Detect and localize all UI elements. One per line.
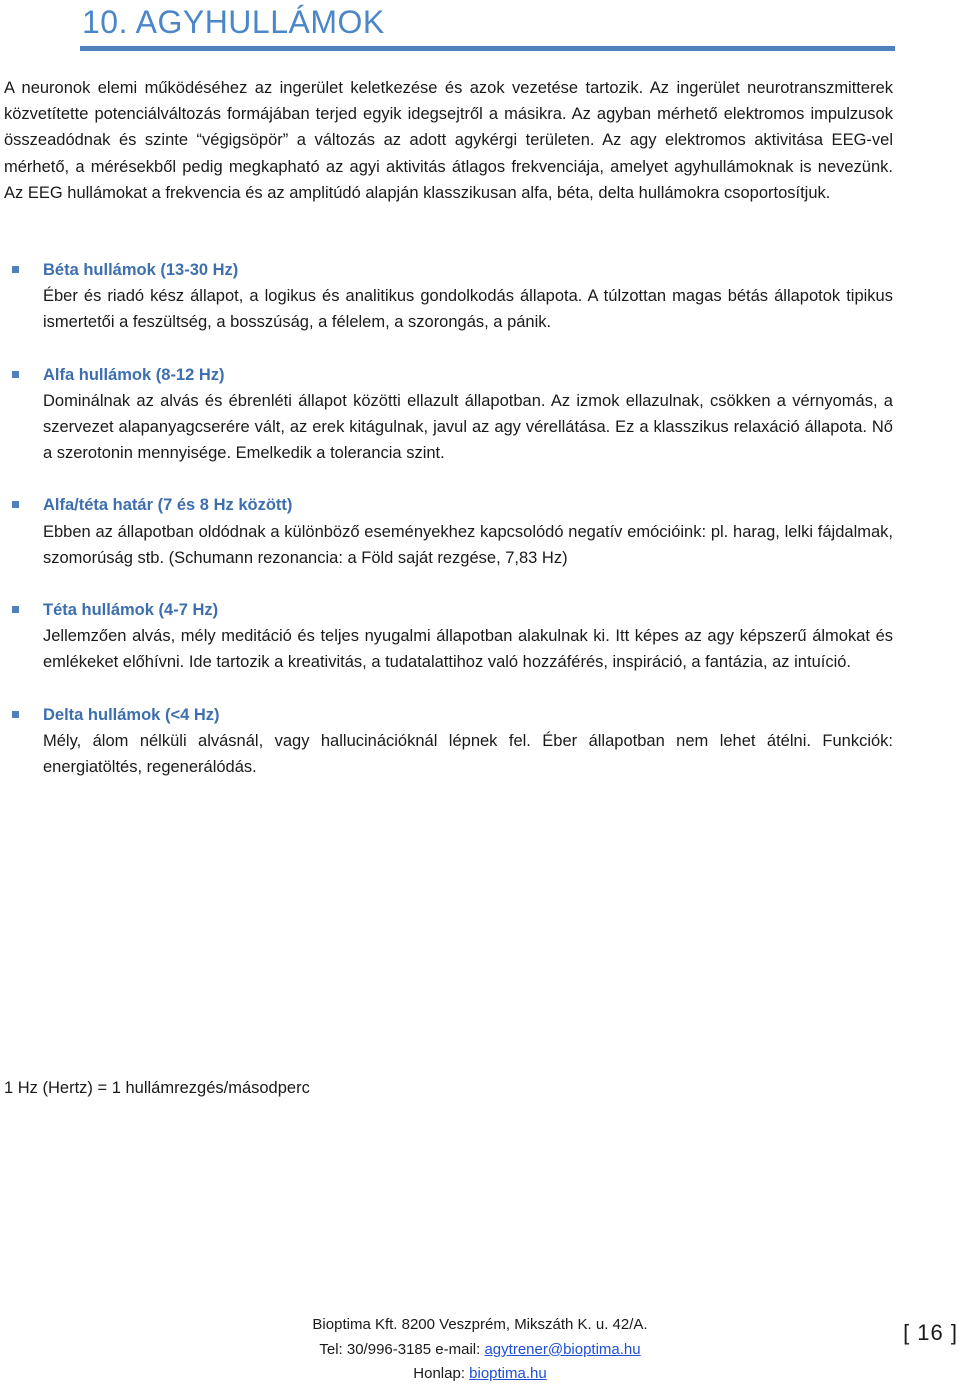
section-body: Mély, álom nélküli alvásnál, vagy hallucinációknál lépnek fel. Éber állapotban nem lehet átélni. Funkciók: energiatöltés, regenerálódás. [43,731,893,777]
wave-sections [12,257,893,806]
square-bullet-icon [12,606,19,613]
heading-underline [80,46,895,51]
email-link[interactable]: agytrener@bioptima.hu [484,1340,641,1358]
section-beta [12,257,893,336]
chapter-heading [80,0,895,51]
section-title: Alfa hullámok (8-12 Hz) [43,365,225,384]
intro-paragraph: A neuronok elemi működéséhez az ingerület keletkezése és azok vezetése tartozik. Az ingerület neurotranszmitterek közvetítette potenciálváltozás formájában terjed egyik idegsejtről a másikra. Az agyban mérhető elektromos impulzusok összeadódnak és szinte “végigsöpör” a változás az adott agykérgi területen. Az agy elektromos aktivitása EEG-vel mérhető, a mérésekből pedig megkapható az agyi aktivitás átlagos frekvenciája, amelyet agyhullámoknak is nevezünk. Az EEG hullámokat a frekvencia és az amplitúdó alapján klasszikusan alfa, béta, delta hullámokra csoportosítjuk. [4,79,893,202]
square-bullet-icon [12,501,19,508]
section-body: Dominálnak az alvás és ébrenléti állapot közötti ellazult állapotban. Az izmok ellazulnak, csökken a vérnyomás, a szervezet alapanyagcserére vált, az erek kitágulnak, javul az agy vérellátása. Ez a klasszikus relaxáció állapota. Nő a szerotonin mennyisége. Emelkedik a tolerancia szint. [43,391,893,463]
section-body: Ebben az állapotban oldódnak a különböző eseményekhez kapcsolódó negatív emócióink: pl. harag, lelki fájdalmak, szomorúság stb. (Schumann rezonancia: a Föld saját rezgése, 7,83 Hz) [43,522,893,567]
hertz-note: 1 Hz (Hertz) = 1 hullámrezgés/másodperc [4,1079,310,1097]
section-title: Alfa/téta határ (7 és 8 Hz között) [43,496,293,515]
section-title: Delta hullámok (<4 Hz) [43,705,220,724]
section-alfa [12,362,893,467]
section-body: Éber és riadó kész állapot, a logikus és analitikus gondolkodás állapota. A túlzottan magas bétás állapotok tipikus ismertetői a feszültség, a bosszúság, a félelem, a szorongás, a pánik. [43,287,893,332]
website-link[interactable]: bioptima.hu [469,1365,547,1382]
page-footer [240,1313,720,1387]
footer-web-label: Honlap: [413,1365,470,1382]
chapter-title: 10. AGYHULLÁMOK [82,4,385,40]
section-title: Téta hullámok (4-7 Hz) [43,601,219,620]
footer-contact [240,1338,720,1363]
footer-tel-label: Tel: 30/996-3185 e-mail: [319,1340,485,1358]
section-delta [12,702,893,781]
square-bullet-icon [12,266,19,273]
square-bullet-icon [12,711,19,718]
section-teta [12,597,893,676]
footer-address: Bioptima Kft. 8200 Veszprém, Mikszáth K. u. 42/A. [312,1316,648,1333]
page-number: [ 16 ] [903,1320,958,1345]
section-alfa-teta [12,492,893,571]
section-title: Béta hullámok (13-30 Hz) [43,261,239,279]
square-bullet-icon [12,371,19,378]
section-body: Jellemzően alvás, mély meditáció és teljes nyugalmi állapotban alakulnak ki. Itt képes az agy képszerű álmokat és emlékeket előhívni. Ide tartozik a kreativitás, a tudatalattihoz való hozzáférés, inspiráció, a fantázia, az intuíció. [43,627,893,672]
footer-web [240,1362,720,1387]
